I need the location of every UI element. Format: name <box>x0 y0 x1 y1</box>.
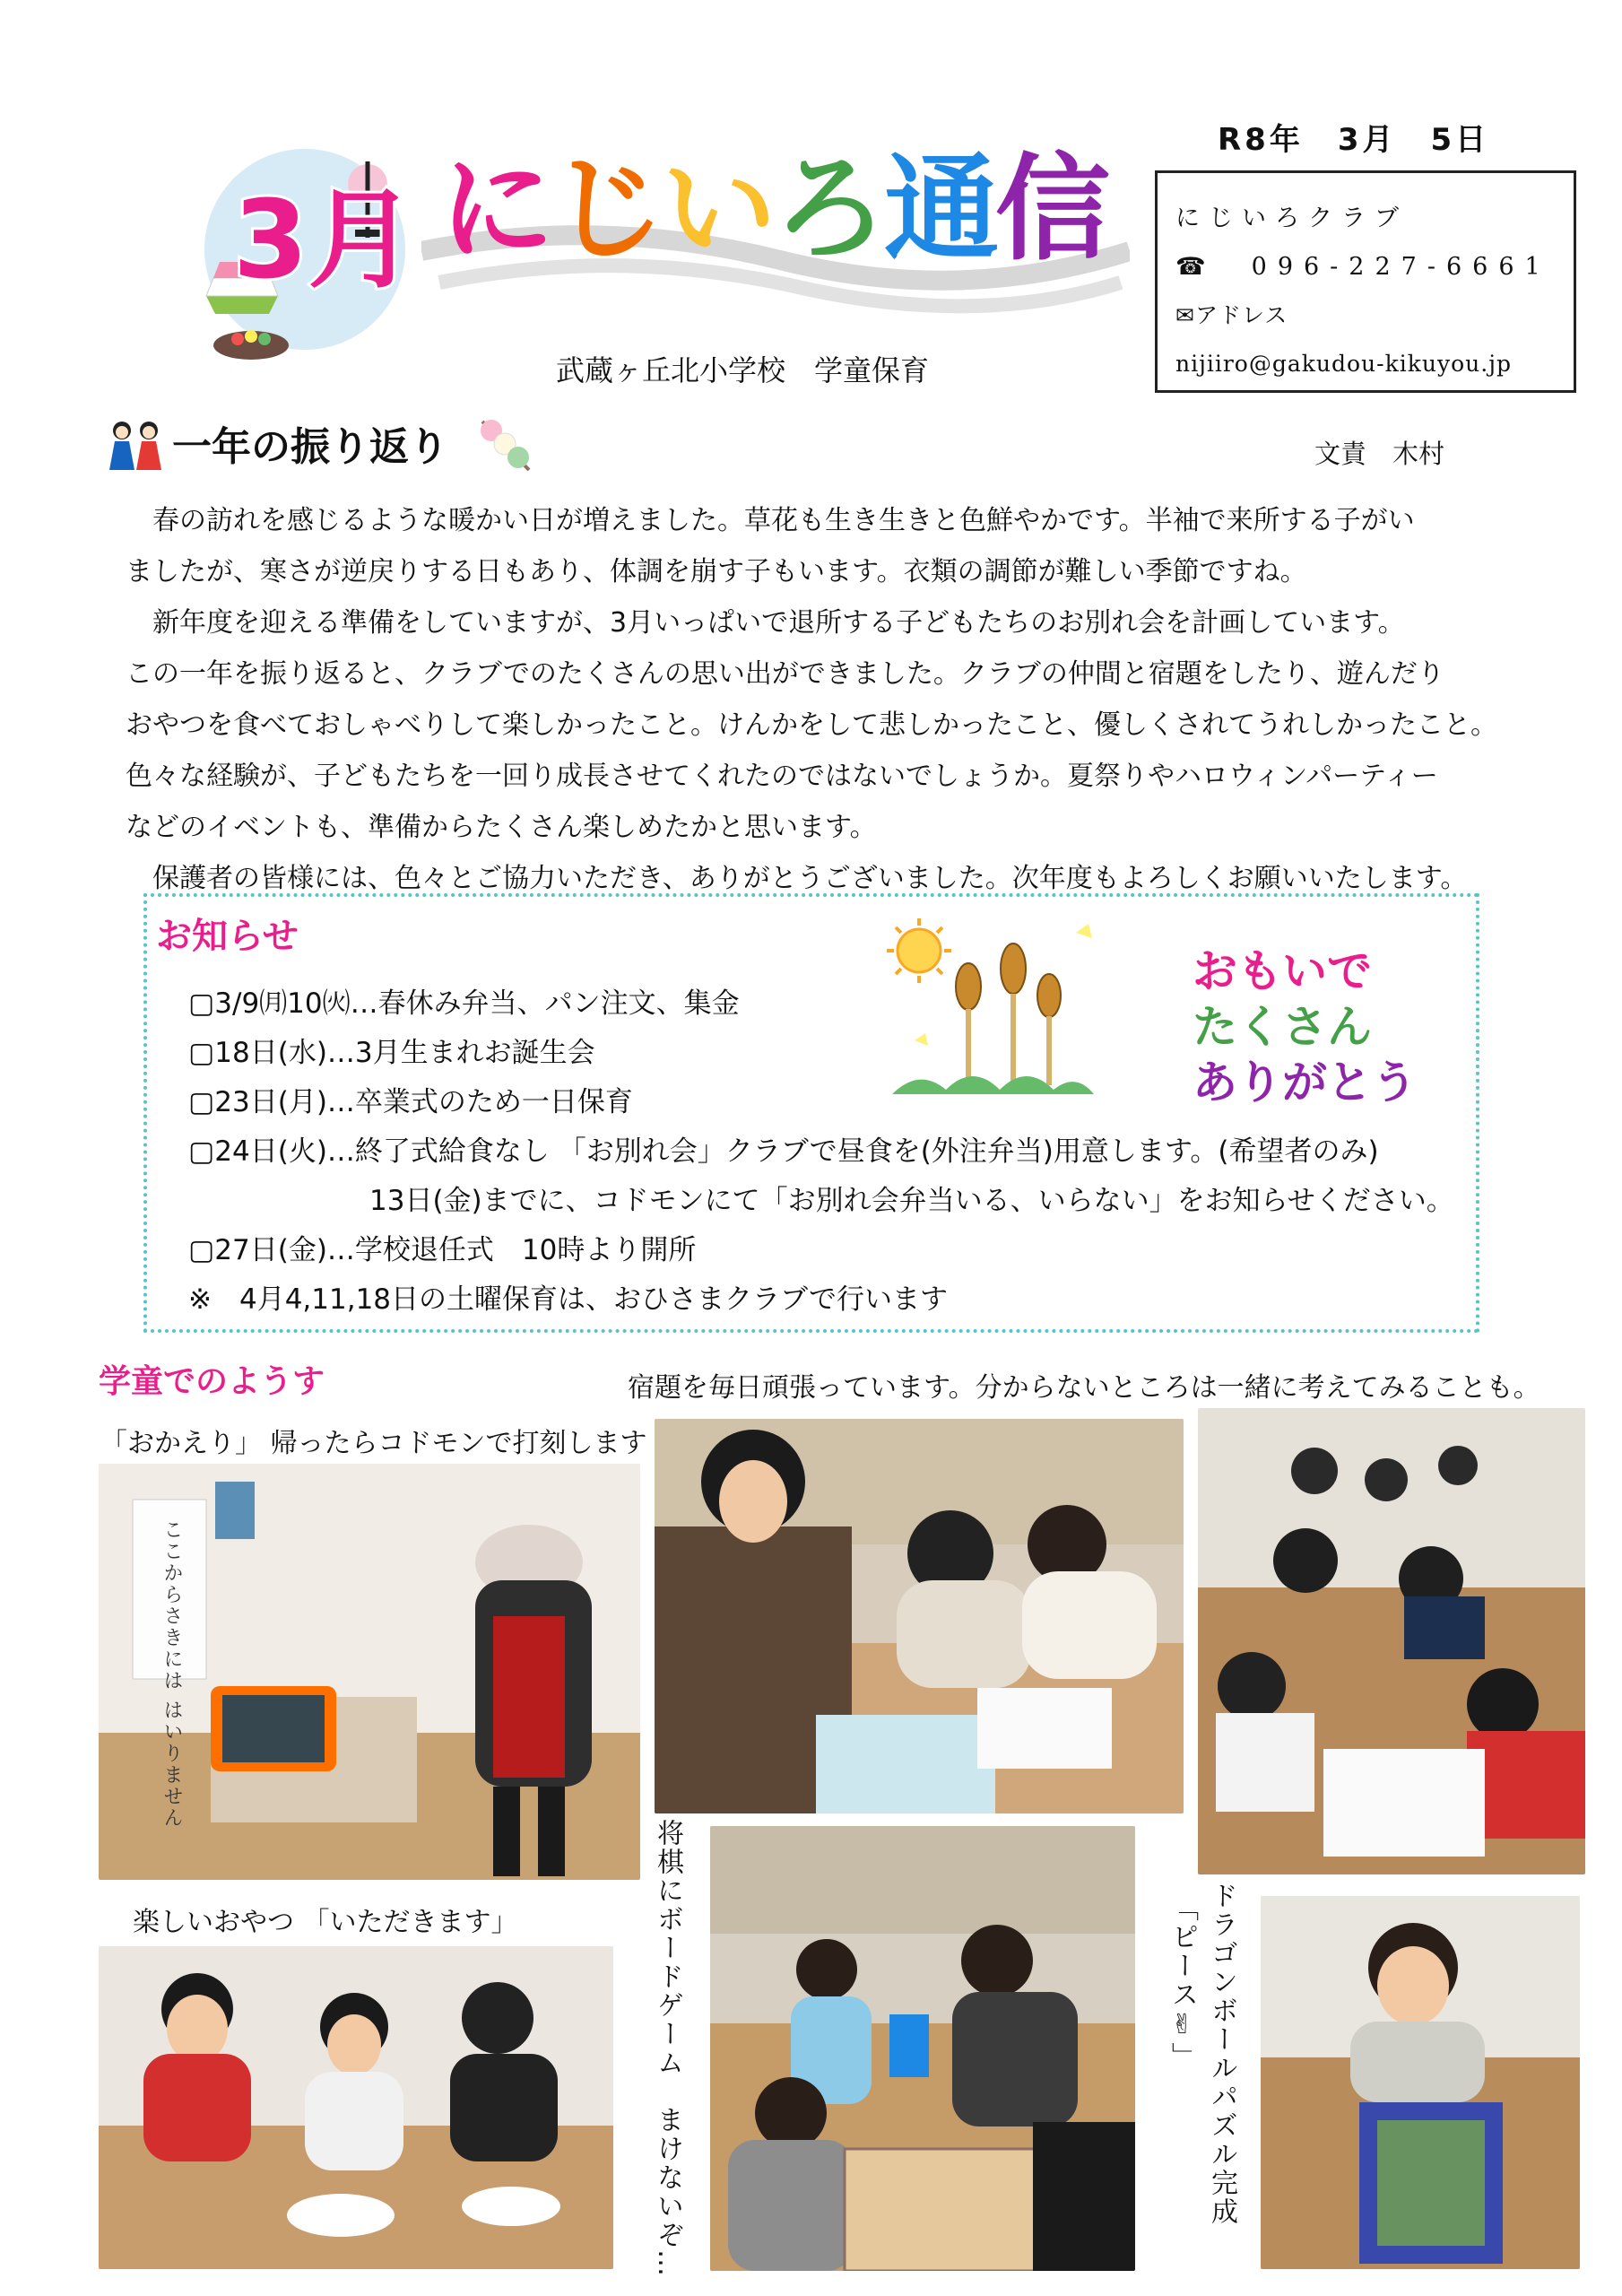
notice-item: ▢24日(火)…終了式給食なし 「お別れ会」クラブで昼食を(外注弁当)用意します。(希望者のみ) <box>188 1135 1379 1168</box>
horsetail-sun-illustration <box>883 915 1098 1112</box>
body-line: おやつを食べておしゃべりして楽しかったこと。けんかをして悲しかったこと、優しくされてうれしかったこと。 <box>126 709 1497 741</box>
photo-checkin <box>99 1464 640 1880</box>
caption-checkin: 「おかえり」 帰ったらコドモンで打刻します <box>100 1428 647 1459</box>
photo-shogi <box>710 1826 1135 2271</box>
photos-heading: 学童でのようす <box>99 1363 325 1400</box>
title-char: 信 <box>995 143 1107 276</box>
notice-item: ▢23日(月)…卒業式のため一日保育 <box>188 1086 633 1118</box>
review-body <box>126 495 1560 904</box>
notice-heading: お知らせ <box>156 916 299 957</box>
notice-item: ※ 4月4,11,18日の土曜保育は、おひさまクラブで行います <box>188 1283 948 1316</box>
sign-text: ここからさきには はいりません <box>160 1519 183 1829</box>
notice-item: ▢27日(金)…学校退任式 10時より開所 <box>188 1234 697 1266</box>
butterfly-icon <box>1076 924 1092 938</box>
club-name: にじいろクラブ <box>1175 204 1408 232</box>
author: 文責 木村 <box>1314 439 1445 469</box>
body-line: 色々な経験が、子どもたちを一回り成長させてくれたのではないでしょうか。夏祭りやハロウィンパーティー <box>126 761 1438 792</box>
march-badge <box>179 144 421 377</box>
title-char: に <box>439 143 551 276</box>
body-line: この一年を振り返ると、クラブでのたくさんの思い出ができました。クラブの仲間と宿題をしたり、遊んだり <box>126 658 1444 690</box>
caption-peace: 「ピース✌」 <box>1167 1894 1198 2071</box>
phone-row <box>1175 243 1559 291</box>
notice-item: 13日(金)までに、コドモンにて「お別れ会弁当いる、いらない」をお知らせください。 <box>369 1185 1454 1217</box>
thanks-message <box>1193 944 1417 1110</box>
phone-icon: ☎ <box>1175 253 1217 281</box>
body-line: ましたが、寒さが逆戻りする日もあり、体調を崩す子もいます。衣類の調節が難しい季節ですね。 <box>126 556 1307 587</box>
thanks-line: おもいで <box>1193 945 1372 997</box>
issue-date: R8年 3月 5日 <box>1218 122 1490 158</box>
notice-item: ▢18日(水)…3月生まれお誕生会 <box>188 1037 595 1069</box>
dango-icon <box>473 413 536 475</box>
notice-item: ▢3/9㈪10㈫…春休み弁当、パン注文、集金 <box>188 987 740 1020</box>
photo-homework <box>655 1419 1184 1813</box>
body-line: 春の訪れを感じるような暖かい日が増えました。草花も生き生きと色鮮やかです。半袖で来所する子がい <box>126 505 1415 536</box>
photo-snack <box>99 1946 613 2269</box>
horsetail-icon <box>956 944 1061 1017</box>
title-char: い <box>662 143 774 276</box>
butterfly-icon <box>915 1033 928 1046</box>
mail-label: ✉アドレス <box>1175 302 1288 328</box>
body-line: 新年度を迎える準備をしていますが、3月いっぱいで退所する子どもたちのお別れ会を計画しています。 <box>126 607 1405 639</box>
body-line: 保護者の皆様には、色々とご協力いただき、ありがとうございました。次年度もよろしくお願いいたします。 <box>126 863 1468 894</box>
month-number: 3月 <box>233 178 416 303</box>
hina-doll-icon <box>106 418 165 472</box>
review-heading: 一年の振り返り <box>172 424 448 470</box>
email-address: nijiiro@gakudou-kikuyou.jp <box>1175 351 1512 377</box>
thanks-line: たくさん <box>1193 1001 1372 1053</box>
caption-homework: 宿題を毎日頑張っています。分からないところは一緒に考えてみることも。 <box>628 1372 1540 1404</box>
caption-puzzle: ドラゴンボールパズル完成 <box>1206 1882 1237 2226</box>
title-char: 通 <box>884 143 996 276</box>
sun-icon <box>887 918 951 983</box>
title-char: ろ <box>773 143 885 276</box>
body-line: などのイベントも、準備からたくさん楽しめたかと思います。 <box>126 812 877 843</box>
contact-box <box>1155 170 1576 393</box>
thanks-line: ありがとう <box>1193 1057 1417 1109</box>
newsletter-title <box>421 144 1130 323</box>
photo-puzzle <box>1261 1896 1580 2269</box>
title-char: じ <box>551 143 663 276</box>
caption-shogi: 将棋にボードゲーム まけないぞ… <box>652 1819 683 2278</box>
caption-snack: 楽しいおやつ 「いただきます」 <box>133 1907 518 1938</box>
school-name: 武蔵ヶ丘北小学校 学童保育 <box>556 353 930 387</box>
phone-number: 096-227-6661 <box>1251 253 1551 281</box>
photo-study <box>1198 1408 1585 1874</box>
title-text <box>439 143 1107 276</box>
